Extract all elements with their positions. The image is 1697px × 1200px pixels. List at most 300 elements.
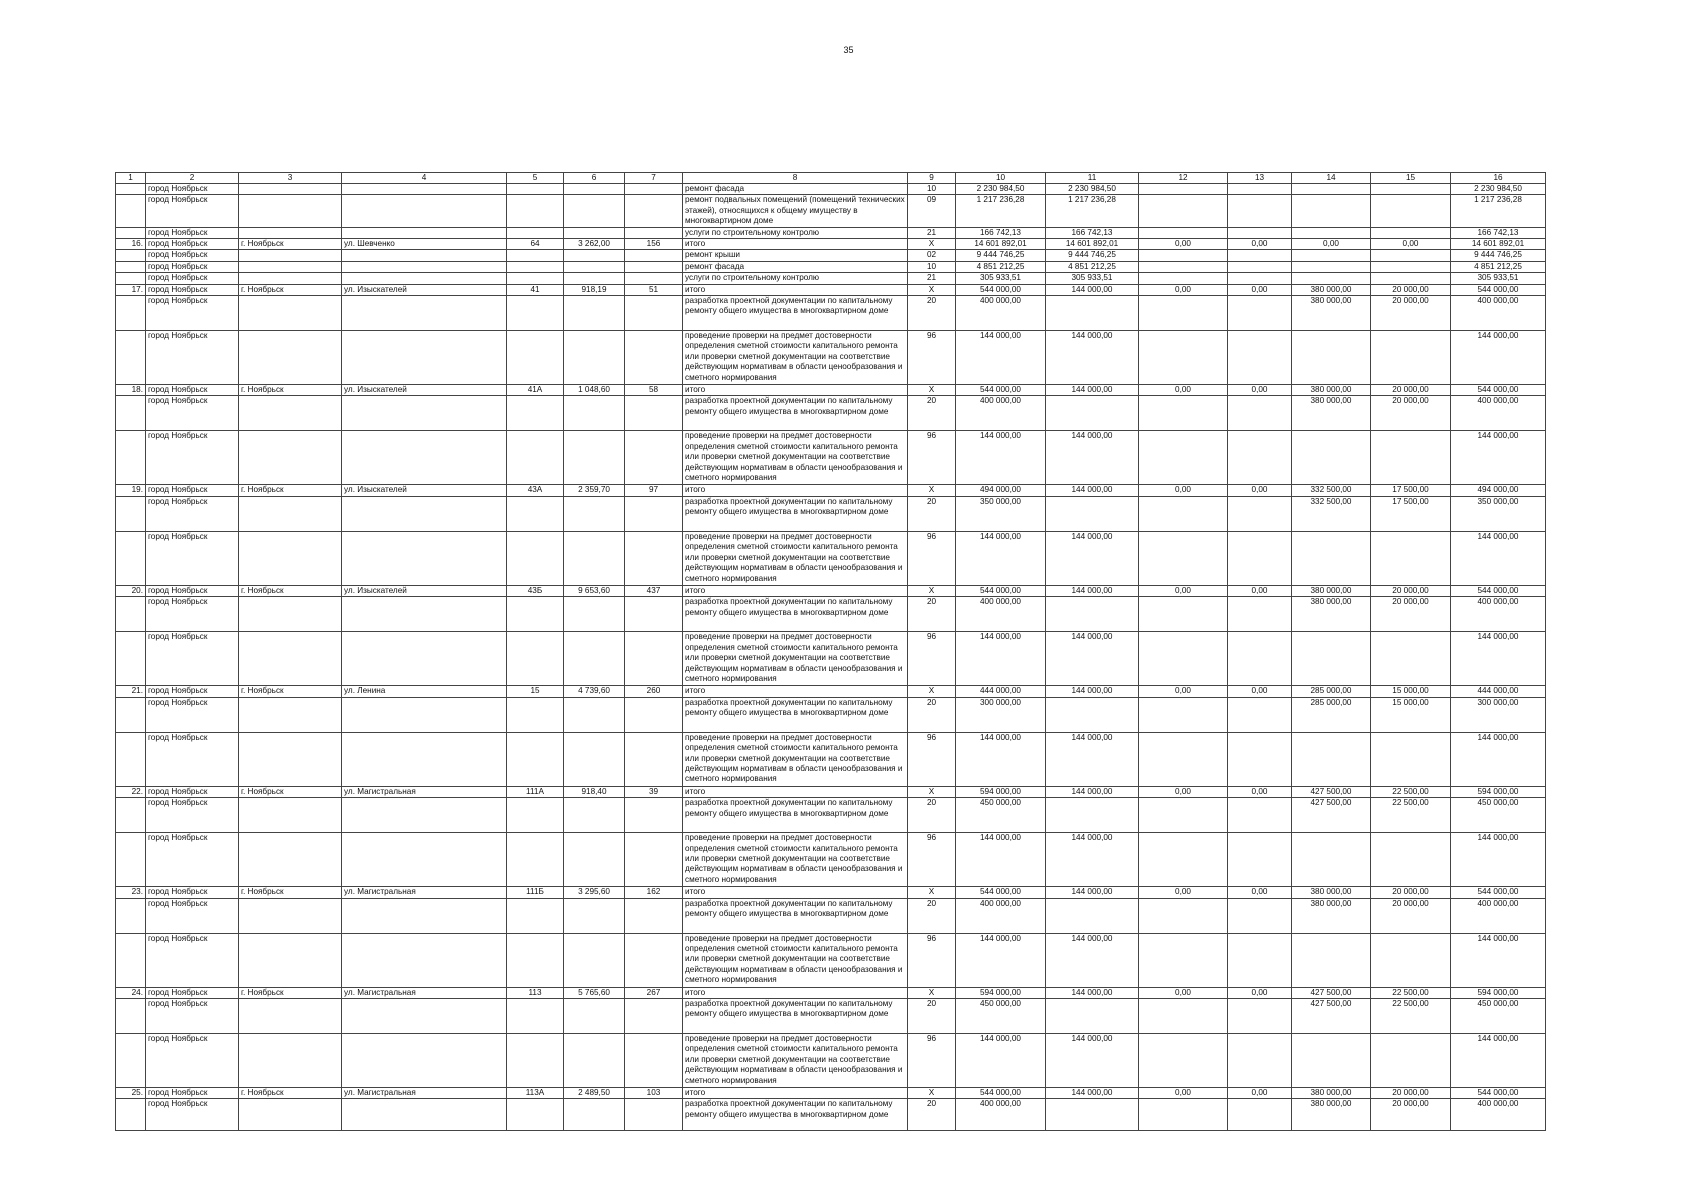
table-row: [116, 531, 1546, 585]
total-cost-cell: 444 000,00: [956, 686, 1046, 697]
fund-cost-cell: 305 933,51: [1046, 273, 1139, 284]
municipality-cell: город Ноябрьск: [146, 732, 239, 786]
table-row: [116, 385, 1546, 396]
budget-cell: 0,00: [1139, 284, 1228, 295]
table-row: [116, 798, 1546, 833]
fund-cost-cell: 4 851 212,25: [1046, 261, 1139, 272]
total-cost-cell: 300 000,00: [956, 697, 1046, 732]
work-type-cell: итого: [683, 1087, 908, 1098]
house-number-cell: 113: [507, 987, 564, 998]
owner-funds-cell: [1292, 1033, 1371, 1087]
fund-cost-cell: 144 000,00: [1046, 987, 1139, 998]
municipality-cell: город Ноябрьск: [146, 597, 239, 632]
area-cell: 2 489,50: [564, 1087, 625, 1098]
settlement-cell: [239, 250, 342, 261]
street-cell: [342, 1099, 507, 1131]
budget-cell: [1139, 496, 1228, 531]
row-number-cell: 24.: [116, 987, 146, 998]
area-cell: [564, 184, 625, 195]
total-cost-cell: 350 000,00: [956, 496, 1046, 531]
street-cell: [342, 1033, 507, 1087]
residents-cell: [625, 296, 683, 331]
local-budget-cell: [1228, 227, 1292, 238]
budget-table: [115, 172, 1546, 1131]
residents-cell: 103: [625, 1087, 683, 1098]
row-number-cell: 23.: [116, 887, 146, 898]
work-code-cell: 20: [908, 296, 956, 331]
owner-funds-cell: 380 000,00: [1292, 887, 1371, 898]
fund-cost-cell: 144 000,00: [1046, 833, 1139, 887]
municipality-cell: город Ноябрьск: [146, 798, 239, 833]
column-number-row: [116, 173, 1546, 184]
work-code-cell: 20: [908, 798, 956, 833]
area-cell: [564, 833, 625, 887]
street-cell: [342, 597, 507, 632]
budget-cell: 0,00: [1139, 385, 1228, 396]
budget-cell: [1139, 597, 1228, 632]
budget-cell: [1139, 331, 1228, 385]
table-row: [116, 632, 1546, 686]
house-number-cell: [507, 531, 564, 585]
area-cell: [564, 531, 625, 585]
residents-cell: [625, 195, 683, 227]
owner-funds-cell: 380 000,00: [1292, 396, 1371, 431]
budget-cell: [1139, 184, 1228, 195]
budget-cell: [1139, 898, 1228, 933]
work-type-cell: услуги по строительному контролю: [683, 273, 908, 284]
overall-cell: 1 217 236,28: [1451, 195, 1546, 227]
overall-cell: 144 000,00: [1451, 331, 1546, 385]
residents-cell: 162: [625, 887, 683, 898]
work-code-cell: 10: [908, 184, 956, 195]
table-row: [116, 585, 1546, 596]
municipality-cell: город Ноябрьск: [146, 331, 239, 385]
fund-cost-cell: 1 217 236,28: [1046, 195, 1139, 227]
row-number-cell: [116, 195, 146, 227]
row-number-cell: 16.: [116, 239, 146, 250]
column-header: 8: [683, 173, 908, 184]
work-code-cell: 20: [908, 396, 956, 431]
row-number-cell: [116, 898, 146, 933]
table-row: [116, 1099, 1546, 1131]
table-row: [116, 898, 1546, 933]
residents-cell: [625, 597, 683, 632]
fund-cost-cell: 14 601 892,01: [1046, 239, 1139, 250]
work-type-cell: итого: [683, 987, 908, 998]
other-funds-cell: [1371, 1033, 1451, 1087]
row-number-cell: 20.: [116, 585, 146, 596]
house-number-cell: [507, 250, 564, 261]
house-number-cell: [507, 898, 564, 933]
municipality-cell: город Ноябрьск: [146, 887, 239, 898]
total-cost-cell: 144 000,00: [956, 933, 1046, 987]
residents-cell: 156: [625, 239, 683, 250]
work-type-cell: разработка проектной документации по капитальному ремонту общего имущества в многоквартирном доме: [683, 798, 908, 833]
municipality-cell: город Ноябрьск: [146, 385, 239, 396]
column-header: 12: [1139, 173, 1228, 184]
budget-cell: [1139, 632, 1228, 686]
table-row: [116, 296, 1546, 331]
work-type-cell: проведение проверки на предмет достоверности определения сметной стоимости капитального ремонта или проверки сметной документации на соответствие действующим нормативам в области ценообразования и сметного нормирования: [683, 933, 908, 987]
area-cell: 4 739,60: [564, 686, 625, 697]
residents-cell: [625, 632, 683, 686]
owner-funds-cell: [1292, 273, 1371, 284]
house-number-cell: [507, 273, 564, 284]
local-budget-cell: [1228, 933, 1292, 987]
work-code-cell: 20: [908, 697, 956, 732]
local-budget-cell: 0,00: [1228, 385, 1292, 396]
other-funds-cell: 20 000,00: [1371, 597, 1451, 632]
owner-funds-cell: 380 000,00: [1292, 585, 1371, 596]
budget-cell: [1139, 261, 1228, 272]
other-funds-cell: 22 500,00: [1371, 998, 1451, 1033]
residents-cell: [625, 273, 683, 284]
work-code-cell: 21: [908, 273, 956, 284]
budget-cell: [1139, 273, 1228, 284]
budget-cell: [1139, 798, 1228, 833]
local-budget-cell: [1228, 184, 1292, 195]
local-budget-cell: [1228, 396, 1292, 431]
settlement-cell: [239, 331, 342, 385]
work-code-cell: X: [908, 786, 956, 797]
work-code-cell: X: [908, 239, 956, 250]
work-code-cell: 09: [908, 195, 956, 227]
owner-funds-cell: 380 000,00: [1292, 296, 1371, 331]
local-budget-cell: 0,00: [1228, 585, 1292, 596]
area-cell: [564, 998, 625, 1033]
work-code-cell: 96: [908, 933, 956, 987]
area-cell: [564, 798, 625, 833]
local-budget-cell: [1228, 833, 1292, 887]
table-row: [116, 1087, 1546, 1098]
total-cost-cell: 450 000,00: [956, 798, 1046, 833]
work-type-cell: итого: [683, 585, 908, 596]
other-funds-cell: 22 500,00: [1371, 786, 1451, 797]
fund-cost-cell: 144 000,00: [1046, 385, 1139, 396]
house-number-cell: [507, 496, 564, 531]
local-budget-cell: 0,00: [1228, 987, 1292, 998]
overall-cell: 400 000,00: [1451, 597, 1546, 632]
fund-cost-cell: 144 000,00: [1046, 632, 1139, 686]
fund-cost-cell: 2 230 984,50: [1046, 184, 1139, 195]
overall-cell: 594 000,00: [1451, 786, 1546, 797]
table-row: [116, 833, 1546, 887]
work-code-cell: 20: [908, 998, 956, 1033]
overall-cell: 544 000,00: [1451, 385, 1546, 396]
area-cell: 3 262,00: [564, 239, 625, 250]
local-budget-cell: [1228, 250, 1292, 261]
other-funds-cell: 20 000,00: [1371, 898, 1451, 933]
row-number-cell: [116, 227, 146, 238]
owner-funds-cell: [1292, 250, 1371, 261]
row-number-cell: 21.: [116, 686, 146, 697]
overall-cell: 594 000,00: [1451, 987, 1546, 998]
municipality-cell: город Ноябрьск: [146, 396, 239, 431]
work-code-cell: 20: [908, 898, 956, 933]
work-type-cell: разработка проектной документации по капитальному ремонту общего имущества в многоквартирном доме: [683, 1099, 908, 1131]
row-number-cell: [116, 431, 146, 485]
overall-cell: 4 851 212,25: [1451, 261, 1546, 272]
work-code-cell: X: [908, 385, 956, 396]
area-cell: 3 295,60: [564, 887, 625, 898]
table-row: [116, 184, 1546, 195]
owner-funds-cell: 427 500,00: [1292, 998, 1371, 1033]
total-cost-cell: 4 851 212,25: [956, 261, 1046, 272]
work-code-cell: 02: [908, 250, 956, 261]
residents-cell: [625, 898, 683, 933]
residents-cell: [625, 184, 683, 195]
table-row: [116, 933, 1546, 987]
municipality-cell: город Ноябрьск: [146, 987, 239, 998]
other-funds-cell: [1371, 195, 1451, 227]
residents-cell: 267: [625, 987, 683, 998]
table-row: [116, 496, 1546, 531]
page-number: 35: [843, 45, 854, 55]
budget-cell: [1139, 1099, 1228, 1131]
budget-cell: 0,00: [1139, 239, 1228, 250]
other-funds-cell: 20 000,00: [1371, 585, 1451, 596]
local-budget-cell: 0,00: [1228, 239, 1292, 250]
street-cell: ул. Шевченко: [342, 239, 507, 250]
work-code-cell: 96: [908, 331, 956, 385]
settlement-cell: г. Ноябрьск: [239, 887, 342, 898]
budget-cell: [1139, 396, 1228, 431]
settlement-cell: [239, 933, 342, 987]
overall-cell: 300 000,00: [1451, 697, 1546, 732]
house-number-cell: 111А: [507, 786, 564, 797]
work-type-cell: разработка проектной документации по капитальному ремонту общего имущества в многоквартирном доме: [683, 396, 908, 431]
overall-cell: 400 000,00: [1451, 1099, 1546, 1131]
area-cell: 918,19: [564, 284, 625, 295]
total-cost-cell: 14 601 892,01: [956, 239, 1046, 250]
house-number-cell: [507, 798, 564, 833]
row-number-cell: [116, 933, 146, 987]
area-cell: [564, 195, 625, 227]
total-cost-cell: 544 000,00: [956, 284, 1046, 295]
row-number-cell: [116, 1033, 146, 1087]
overall-cell: 144 000,00: [1451, 632, 1546, 686]
settlement-cell: [239, 1033, 342, 1087]
fund-cost-cell: 144 000,00: [1046, 1033, 1139, 1087]
house-number-cell: 111Б: [507, 887, 564, 898]
budget-cell: 0,00: [1139, 887, 1228, 898]
house-number-cell: 43А: [507, 485, 564, 496]
table-row: [116, 597, 1546, 632]
overall-cell: 450 000,00: [1451, 998, 1546, 1033]
column-header: 9: [908, 173, 956, 184]
municipality-cell: город Ноябрьск: [146, 1087, 239, 1098]
area-cell: [564, 331, 625, 385]
house-number-cell: 43Б: [507, 585, 564, 596]
owner-funds-cell: [1292, 933, 1371, 987]
residents-cell: [625, 833, 683, 887]
residents-cell: 260: [625, 686, 683, 697]
overall-cell: 544 000,00: [1451, 585, 1546, 596]
total-cost-cell: 400 000,00: [956, 898, 1046, 933]
total-cost-cell: 494 000,00: [956, 485, 1046, 496]
settlement-cell: [239, 431, 342, 485]
local-budget-cell: [1228, 1033, 1292, 1087]
table-row: [116, 686, 1546, 697]
area-cell: [564, 898, 625, 933]
total-cost-cell: 144 000,00: [956, 732, 1046, 786]
overall-cell: 166 742,13: [1451, 227, 1546, 238]
budget-cell: [1139, 227, 1228, 238]
other-funds-cell: 17 500,00: [1371, 496, 1451, 531]
street-cell: [342, 431, 507, 485]
local-budget-cell: [1228, 296, 1292, 331]
table-row: [116, 732, 1546, 786]
other-funds-cell: [1371, 331, 1451, 385]
owner-funds-cell: 0,00: [1292, 239, 1371, 250]
owner-funds-cell: 380 000,00: [1292, 898, 1371, 933]
municipality-cell: город Ноябрьск: [146, 239, 239, 250]
work-type-cell: ремонт крыши: [683, 250, 908, 261]
fund-cost-cell: [1046, 296, 1139, 331]
column-header: 3: [239, 173, 342, 184]
row-number-cell: [116, 331, 146, 385]
settlement-cell: [239, 833, 342, 887]
house-number-cell: 113А: [507, 1087, 564, 1098]
owner-funds-cell: 332 500,00: [1292, 496, 1371, 531]
fund-cost-cell: [1046, 697, 1139, 732]
table-row: [116, 239, 1546, 250]
settlement-cell: [239, 227, 342, 238]
local-budget-cell: [1228, 798, 1292, 833]
street-cell: [342, 496, 507, 531]
column-header: 10: [956, 173, 1046, 184]
budget-cell: [1139, 431, 1228, 485]
other-funds-cell: [1371, 933, 1451, 987]
area-cell: 918,40: [564, 786, 625, 797]
budget-cell: 0,00: [1139, 786, 1228, 797]
fund-cost-cell: [1046, 898, 1139, 933]
other-funds-cell: 20 000,00: [1371, 396, 1451, 431]
work-type-cell: итого: [683, 686, 908, 697]
local-budget-cell: 0,00: [1228, 786, 1292, 797]
other-funds-cell: 20 000,00: [1371, 1099, 1451, 1131]
work-code-cell: X: [908, 284, 956, 295]
area-cell: [564, 1099, 625, 1131]
budget-cell: [1139, 195, 1228, 227]
overall-cell: 494 000,00: [1451, 485, 1546, 496]
total-cost-cell: 400 000,00: [956, 396, 1046, 431]
house-number-cell: [507, 331, 564, 385]
street-cell: [342, 331, 507, 385]
owner-funds-cell: 285 000,00: [1292, 697, 1371, 732]
residents-cell: [625, 496, 683, 531]
column-header: 14: [1292, 173, 1371, 184]
street-cell: [342, 396, 507, 431]
local-budget-cell: [1228, 531, 1292, 585]
owner-funds-cell: 380 000,00: [1292, 1087, 1371, 1098]
house-number-cell: [507, 227, 564, 238]
other-funds-cell: 0,00: [1371, 239, 1451, 250]
budget-cell: [1139, 296, 1228, 331]
owner-funds-cell: [1292, 531, 1371, 585]
residents-cell: [625, 261, 683, 272]
row-number-cell: [116, 184, 146, 195]
table-row: [116, 887, 1546, 898]
street-cell: ул. Магистральная: [342, 987, 507, 998]
total-cost-cell: 544 000,00: [956, 887, 1046, 898]
row-number-cell: [116, 296, 146, 331]
settlement-cell: [239, 273, 342, 284]
local-budget-cell: 0,00: [1228, 485, 1292, 496]
settlement-cell: г. Ноябрьск: [239, 786, 342, 797]
other-funds-cell: [1371, 261, 1451, 272]
row-number-cell: 18.: [116, 385, 146, 396]
street-cell: [342, 273, 507, 284]
local-budget-cell: [1228, 632, 1292, 686]
area-cell: [564, 261, 625, 272]
work-code-cell: 96: [908, 431, 956, 485]
municipality-cell: город Ноябрьск: [146, 786, 239, 797]
street-cell: [342, 227, 507, 238]
area-cell: [564, 296, 625, 331]
column-header: 13: [1228, 173, 1292, 184]
residents-cell: [625, 531, 683, 585]
settlement-cell: [239, 798, 342, 833]
other-funds-cell: [1371, 833, 1451, 887]
municipality-cell: город Ноябрьск: [146, 697, 239, 732]
owner-funds-cell: 427 500,00: [1292, 798, 1371, 833]
work-type-cell: проведение проверки на предмет достоверности определения сметной стоимости капитального ремонта или проверки сметной документации на соответствие действующим нормативам в области ценообразования и сметного нормирования: [683, 1033, 908, 1087]
overall-cell: 305 933,51: [1451, 273, 1546, 284]
work-type-cell: проведение проверки на предмет достоверности определения сметной стоимости капитального ремонта или проверки сметной документации на соответствие действующим нормативам в области ценообразования и сметного нормирования: [683, 331, 908, 385]
settlement-cell: [239, 296, 342, 331]
residents-cell: [625, 1033, 683, 1087]
municipality-cell: город Ноябрьск: [146, 998, 239, 1033]
house-number-cell: [507, 597, 564, 632]
settlement-cell: г. Ноябрьск: [239, 239, 342, 250]
table-row: [116, 331, 1546, 385]
work-type-cell: проведение проверки на предмет достоверности определения сметной стоимости капитального ремонта или проверки сметной документации на соответствие действующим нормативам в области ценообразования и сметного нормирования: [683, 833, 908, 887]
house-number-cell: [507, 431, 564, 485]
local-budget-cell: [1228, 697, 1292, 732]
other-funds-cell: [1371, 531, 1451, 585]
settlement-cell: [239, 531, 342, 585]
work-type-cell: итого: [683, 284, 908, 295]
work-type-cell: проведение проверки на предмет достоверности определения сметной стоимости капитального ремонта или проверки сметной документации на соответствие действующим нормативам в области ценообразования и сметного нормирования: [683, 531, 908, 585]
total-cost-cell: 144 000,00: [956, 833, 1046, 887]
settlement-cell: [239, 1099, 342, 1131]
budget-cell: [1139, 732, 1228, 786]
column-header: 15: [1371, 173, 1451, 184]
table-body: [116, 173, 1546, 1131]
work-type-cell: проведение проверки на предмет достоверности определения сметной стоимости капитального ремонта или проверки сметной документации на соответствие действующим нормативам в области ценообразования и сметного нормирования: [683, 632, 908, 686]
settlement-cell: [239, 597, 342, 632]
overall-cell: 144 000,00: [1451, 531, 1546, 585]
budget-cell: [1139, 531, 1228, 585]
street-cell: ул. Изыскателей: [342, 485, 507, 496]
other-funds-cell: 22 500,00: [1371, 987, 1451, 998]
settlement-cell: [239, 184, 342, 195]
column-header: 1: [116, 173, 146, 184]
settlement-cell: [239, 732, 342, 786]
other-funds-cell: [1371, 273, 1451, 284]
fund-cost-cell: 144 000,00: [1046, 786, 1139, 797]
house-number-cell: [507, 261, 564, 272]
total-cost-cell: 144 000,00: [956, 1033, 1046, 1087]
column-header: 11: [1046, 173, 1139, 184]
house-number-cell: [507, 998, 564, 1033]
work-code-cell: 96: [908, 833, 956, 887]
street-cell: ул. Магистральная: [342, 887, 507, 898]
house-number-cell: 15: [507, 686, 564, 697]
other-funds-cell: [1371, 431, 1451, 485]
fund-cost-cell: 144 000,00: [1046, 686, 1139, 697]
